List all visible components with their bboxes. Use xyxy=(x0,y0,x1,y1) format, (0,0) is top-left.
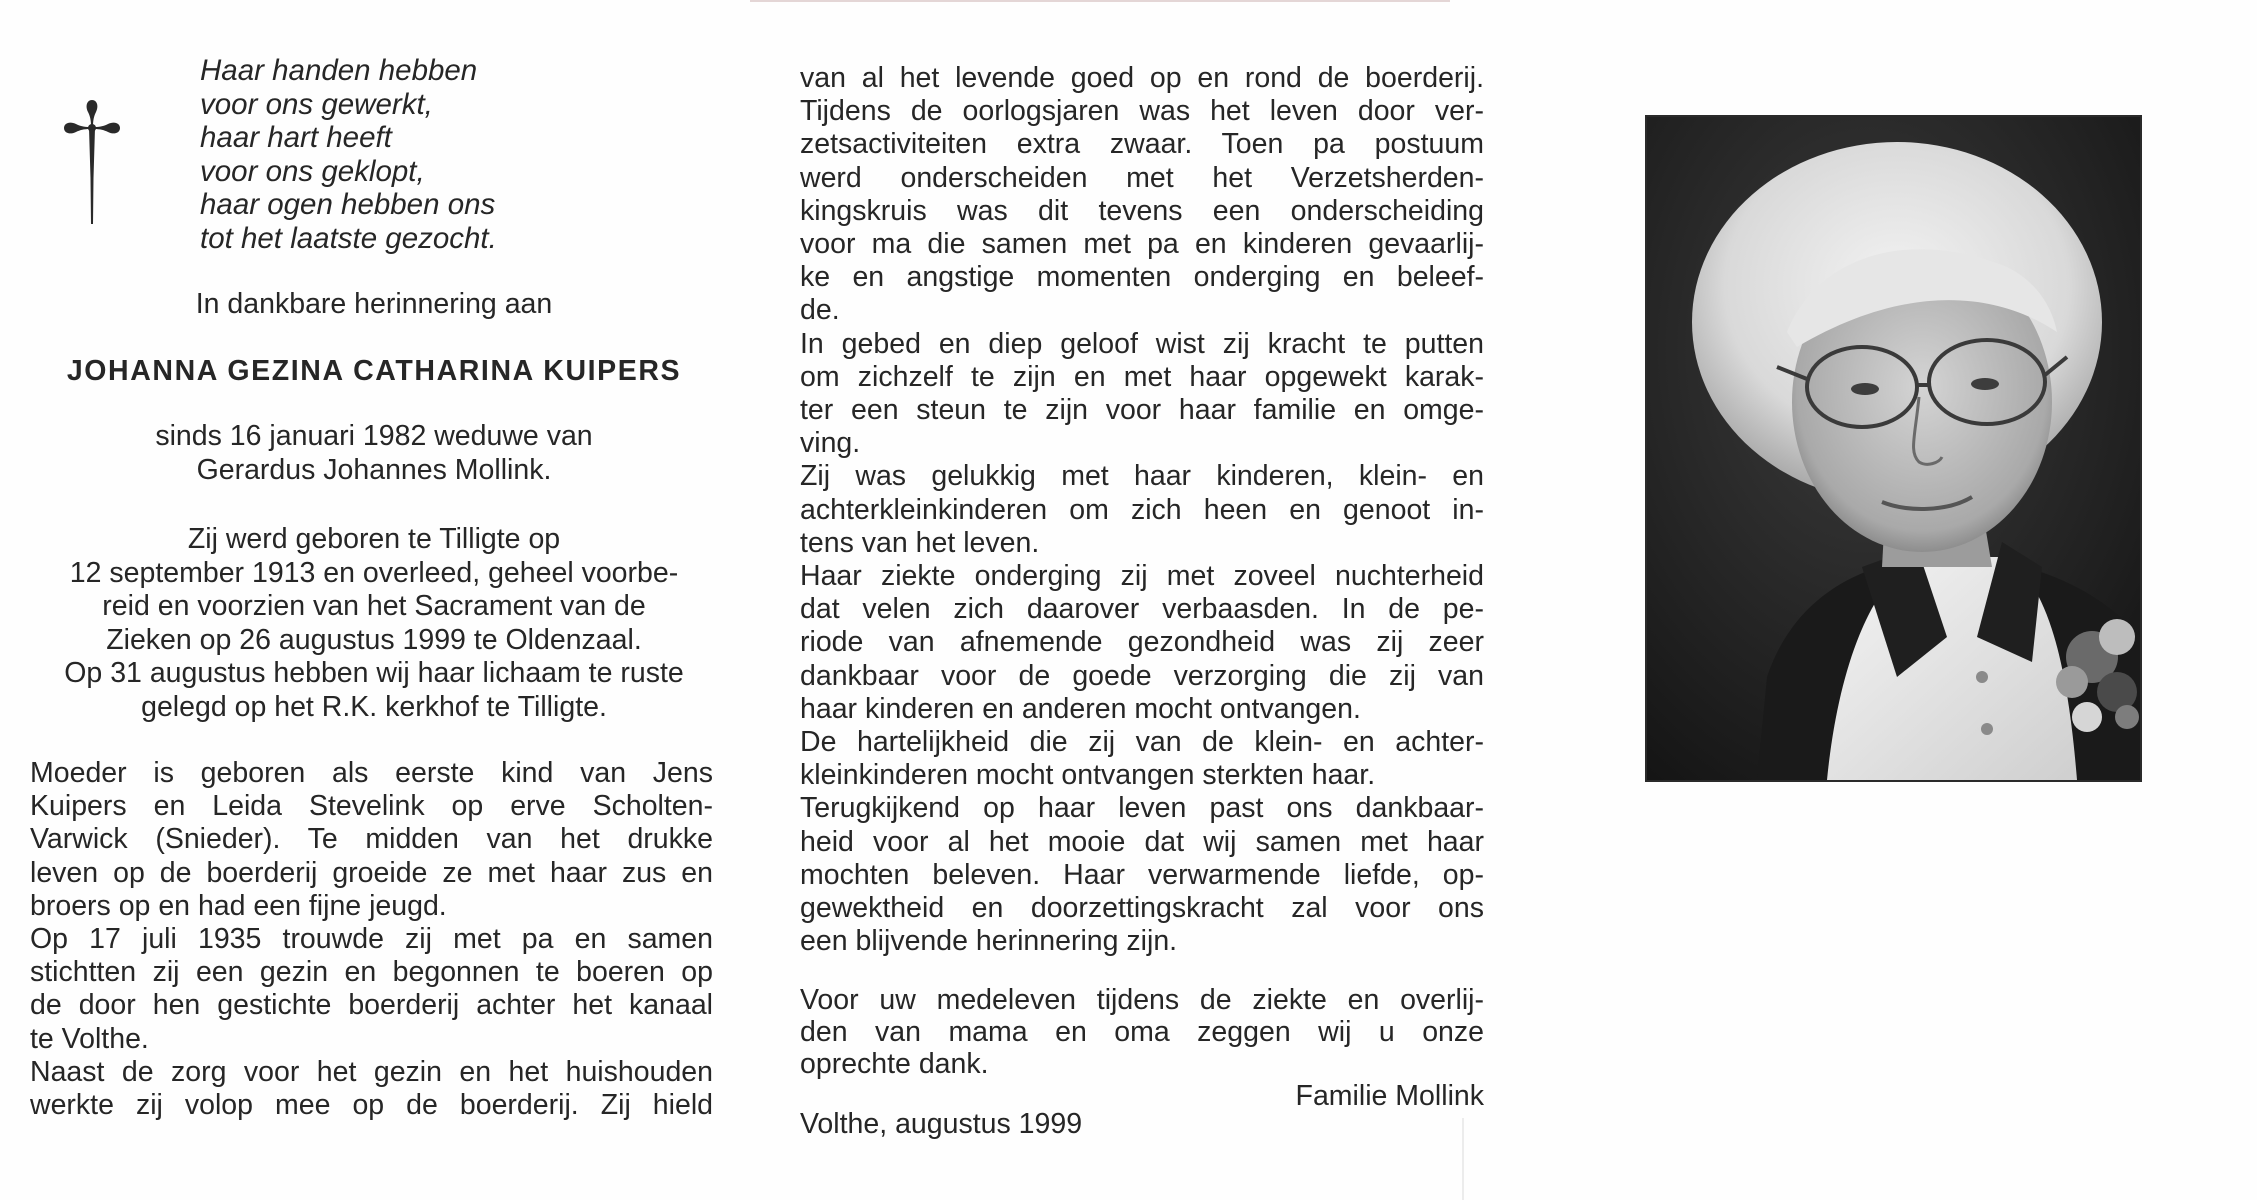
bio-line: riode van afnemende gezondheid was zij zeer xyxy=(800,626,1484,659)
birth-line: 12 september 1913 en overleed, geheel voorbe- xyxy=(69,556,679,589)
poem-line: voor ons geklopt, xyxy=(200,154,425,188)
bio-line: kingskruis was dit tevens een onderscheiding xyxy=(800,194,1484,227)
bio-line: Zij was gelukkig met haar kinderen, klein- en xyxy=(800,460,1484,493)
birth-line: Zieken op 26 augustus 1999 te Oldenzaal. xyxy=(106,623,642,656)
fold-line-lower xyxy=(1462,1118,1464,1200)
bio-line: Varwick (Snieder). Te midden van het drukke xyxy=(30,823,713,856)
bio-line: tens van het leven. xyxy=(800,526,1040,559)
poem-line: Haar handen hebben xyxy=(200,54,478,87)
bio-line: ke en angstige momenten onderging en beleef- xyxy=(800,261,1484,294)
bio-line: werkte zij volop mee op de boerderij. Zij hield xyxy=(30,1089,713,1122)
bio-line: kleinkinderen mocht ontvangen sterkten haar. xyxy=(800,759,1376,792)
widow-line: Gerardus Johannes Mollink. xyxy=(196,453,552,486)
family-signature: Familie Mollink xyxy=(1295,1080,1484,1112)
bio-line: voor ma die samen met pa en kinderen gevaarlij- xyxy=(800,228,1484,261)
bio-line: te Volthe. xyxy=(30,1022,149,1055)
bio-line: ter een steun te zijn voor haar familie en omge- xyxy=(800,394,1484,427)
intro-text: In dankbare herinnering aan xyxy=(195,288,553,320)
birth-death-text xyxy=(0,523,748,724)
bio-line: ving. xyxy=(800,427,861,460)
portrait-photo xyxy=(1645,115,2142,782)
bio-line: werd onderscheiden met het Verzetsherden- xyxy=(800,161,1484,194)
bio-line: de. xyxy=(800,294,840,327)
bio-line: de door hen gestichte boerderij achter het kanaal xyxy=(30,989,713,1022)
bio-line: om zichzelf te zijn en met haar opgewekt karak- xyxy=(800,360,1484,393)
bio-line: In gebed en diep geloof wist zij kracht te putten xyxy=(800,327,1484,360)
birth-line: Op 31 augustus hebben wij haar lichaam te ruste xyxy=(64,657,684,689)
bio-line: stichtten zij een gezin en begonnen te boeren op xyxy=(30,956,713,989)
bio-line: broers op en had een fijne jeugd. xyxy=(30,889,447,922)
bio-line: Naast de zorg voor het gezin en het huishouden xyxy=(30,1055,713,1088)
bio-line: zetsactiviteiten extra zwaar. Toen pa postuum xyxy=(800,128,1484,161)
bio-line: een blijvende herinnering zijn. xyxy=(800,925,1178,958)
bio-line: Moeder is geboren als eerste kind van Jens xyxy=(30,757,713,789)
bio-line: Tijdens de oorlogsjaren was het leven door ver- xyxy=(800,95,1484,128)
birth-line: gelegd op het R.K. kerkhof te Tilligte. xyxy=(141,690,607,723)
cross-icon xyxy=(62,98,122,228)
bio-line: Terugkijkend op haar leven past ons dankbaar- xyxy=(800,792,1484,825)
thanks-line: Voor uw medeleven tijdens de ziekte en overlij- xyxy=(800,984,1484,1016)
birth-line: reid en voorzien van het Sacrament van de xyxy=(102,590,646,622)
thanks-text xyxy=(800,984,1484,1080)
bio-line: dankbaar voor de goede verzorging die zij van xyxy=(800,659,1484,692)
place-date: Volthe, augustus 1999 xyxy=(800,1108,1083,1140)
birth-line: Zij werd geboren te Tilligte op xyxy=(187,523,561,555)
bio-line: Op 17 juli 1935 trouwde zij met pa en samen xyxy=(30,923,713,956)
widow-text xyxy=(0,420,748,487)
poem-line: haar hart heeft xyxy=(200,121,392,154)
bio-line: gewektheid en doorzettingskracht zal voor ons xyxy=(800,892,1484,925)
poem xyxy=(200,54,660,255)
poem-line: voor ons gewerkt, xyxy=(200,87,433,121)
bio-line: mochten beleven. Haar verwarmende liefde, op- xyxy=(800,858,1484,891)
bio-line: De hartelijkheid die zij van de klein- en achter- xyxy=(800,726,1484,759)
bio-line: Haar ziekte onderging zij met zoveel nuchterheid xyxy=(800,560,1484,593)
biography-left xyxy=(30,757,713,1122)
poem-line: tot het laatste gezocht. xyxy=(200,221,497,255)
bio-line: van al het levende goed op en rond de boerderij. xyxy=(800,62,1484,94)
widow-line: sinds 16 januari 1982 weduwe van xyxy=(155,420,593,452)
bio-line: haar kinderen en anderen mocht ontvangen. xyxy=(800,692,1361,725)
fold-line xyxy=(750,0,1450,2)
bio-line: dat velen zich daarover verbaasden. In de pe- xyxy=(800,593,1484,626)
poem-line: haar ogen hebben ons xyxy=(200,188,496,221)
bio-line: heid voor al het mooie dat wij samen met haar xyxy=(800,825,1484,858)
thanks-line: den van mama en oma zeggen wij u onze xyxy=(800,1016,1484,1048)
thanks-line: oprechte dank. xyxy=(800,1048,989,1080)
bio-line: achterkleinkinderen om zich heen en genoot in- xyxy=(800,493,1484,526)
bio-line: leven op de boerderij groeide ze met haar zus en xyxy=(30,856,713,889)
deceased-name: JOHANNA GEZINA CATHARINA KUIPERS xyxy=(66,355,682,387)
portrait-illustration xyxy=(1647,117,2140,780)
biography-right xyxy=(800,62,1484,958)
bio-line: Kuipers en Leida Stevelink op erve Scholten- xyxy=(30,790,713,823)
